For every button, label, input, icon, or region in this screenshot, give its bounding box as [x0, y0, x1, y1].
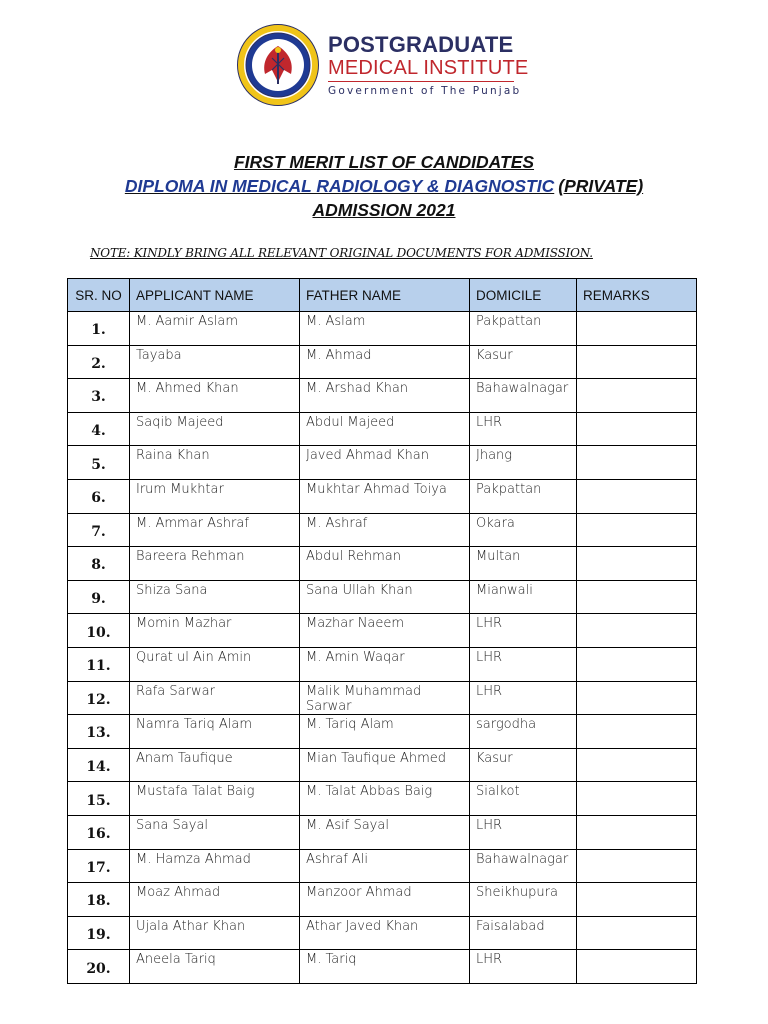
applicant-name-cell: Saqib Majeed [130, 412, 300, 446]
remarks-cell [577, 446, 697, 480]
sr-no-cell: 8. [68, 547, 130, 581]
title-admission-year: ADMISSION 2021 [312, 200, 456, 220]
institute-subtitle: MEDICAL INSTITUTE [328, 57, 529, 79]
table-row [68, 513, 697, 547]
remarks-cell [577, 513, 697, 547]
sr-no-cell: 2. [68, 345, 130, 379]
domicile-cell: Bahawalnagar [470, 849, 577, 883]
applicant-name-cell: Namra Tariq Alam [130, 715, 300, 749]
remarks-cell [577, 312, 697, 346]
domicile-cell: Okara [470, 513, 577, 547]
remarks-cell [577, 849, 697, 883]
father-name-cell: Javed Ahmad Khan [300, 446, 470, 480]
applicant-name-cell: Moaz Ahmad [130, 883, 300, 917]
table-row [68, 748, 697, 782]
applicant-name-cell: M. Ahmed Khan [130, 379, 300, 413]
domicile-cell: LHR [470, 412, 577, 446]
table-row [68, 715, 697, 749]
applicant-name-cell: Sana Sayal [130, 815, 300, 849]
domicile-cell: Sialkot [470, 782, 577, 816]
applicant-name-cell: M. Aamir Aslam [130, 312, 300, 346]
remarks-cell [577, 950, 697, 984]
father-name-cell: Mian Taufique Ahmed [300, 748, 470, 782]
remarks-cell [577, 681, 697, 715]
header-applicant-name: APPLICANT NAME [130, 279, 300, 312]
father-name-cell: Manzoor Ahmad [300, 883, 470, 917]
sr-no-cell: 7. [68, 513, 130, 547]
domicile-cell: Multan [470, 547, 577, 581]
table-row [68, 681, 697, 715]
father-name-cell: Mukhtar Ahmad Toiya [300, 479, 470, 513]
table-row [68, 345, 697, 379]
sr-no-cell: 17. [68, 849, 130, 883]
domicile-cell: Kasur [470, 345, 577, 379]
table-row [68, 849, 697, 883]
father-name-cell: M. Aslam [300, 312, 470, 346]
sr-no-cell: 10. [68, 614, 130, 648]
document-header [232, 22, 532, 108]
father-name-cell: Athar Javed Khan [300, 916, 470, 950]
remarks-cell [577, 782, 697, 816]
header-father-name: FATHER NAME [300, 279, 470, 312]
remarks-cell [577, 815, 697, 849]
domicile-cell: Pakpattan [470, 312, 577, 346]
applicant-name-cell: Tayaba [130, 345, 300, 379]
sr-no-cell: 1. [68, 312, 130, 346]
remarks-cell [577, 748, 697, 782]
title-programme [0, 174, 768, 198]
applicant-name-cell: Ujala Athar Khan [130, 916, 300, 950]
header-remarks: REMARKS [577, 279, 697, 312]
government-label: Government of The Punjab [328, 85, 522, 97]
institute-name-block [328, 34, 528, 97]
institute-logo [232, 22, 324, 108]
domicile-cell: LHR [470, 681, 577, 715]
table-row [68, 916, 697, 950]
domicile-cell: Mianwali [470, 580, 577, 614]
domicile-cell: Kasur [470, 748, 577, 782]
applicant-name-cell: Qurat ul Ain Amin [130, 647, 300, 681]
institute-name: POSTGRADUATE [328, 32, 514, 57]
sr-no-cell: 3. [68, 379, 130, 413]
remarks-cell [577, 647, 697, 681]
domicile-cell: LHR [470, 614, 577, 648]
applicant-name-cell: Momin Mazhar [130, 614, 300, 648]
title-programme-tag: (PRIVATE) [558, 176, 644, 196]
father-name-cell: Abdul Rehman [300, 547, 470, 581]
father-name-cell: M. Arshad Khan [300, 379, 470, 413]
father-name-cell: Abdul Majeed [300, 412, 470, 446]
remarks-cell [577, 412, 697, 446]
table-row [68, 479, 697, 513]
father-name-cell: Sana Ullah Khan [300, 580, 470, 614]
domicile-cell: sargodha [470, 715, 577, 749]
father-name-cell: M. Asif Sayal [300, 815, 470, 849]
sr-no-cell: 13. [68, 715, 130, 749]
father-name-cell: M. Ahmad [300, 345, 470, 379]
table-row [68, 547, 697, 581]
remarks-cell [577, 345, 697, 379]
applicant-name-cell: Raina Khan [130, 446, 300, 480]
applicant-name-cell: Aneela Tariq [130, 950, 300, 984]
table-row [68, 412, 697, 446]
table-header-row [68, 279, 697, 312]
sr-no-cell: 15. [68, 782, 130, 816]
applicant-name-cell: Shiza Sana [130, 580, 300, 614]
applicant-name-cell: Anam Taufique [130, 748, 300, 782]
father-name-cell: Ashraf Ali [300, 849, 470, 883]
remarks-cell [577, 379, 697, 413]
domicile-cell: LHR [470, 950, 577, 984]
table-row [68, 815, 697, 849]
father-name-cell: Mazhar Naeem [300, 614, 470, 648]
table-row [68, 950, 697, 984]
sr-no-cell: 20. [68, 950, 130, 984]
father-name-cell: Malik Muhammad Sarwar [300, 681, 470, 715]
remarks-cell [577, 715, 697, 749]
table-row [68, 446, 697, 480]
domicile-cell: Sheikhupura [470, 883, 577, 917]
father-name-cell: M. Ashraf [300, 513, 470, 547]
table-row [68, 647, 697, 681]
table-row [68, 580, 697, 614]
sr-no-cell: 9. [68, 580, 130, 614]
domicile-cell: LHR [470, 647, 577, 681]
domicile-cell: Faisalabad [470, 916, 577, 950]
sr-no-cell: 4. [68, 412, 130, 446]
table-row [68, 312, 697, 346]
sr-no-cell: 18. [68, 883, 130, 917]
domicile-cell: Bahawalnagar [470, 379, 577, 413]
header-divider [328, 81, 514, 82]
domicile-cell: Jhang [470, 446, 577, 480]
remarks-cell [577, 479, 697, 513]
table-row [68, 782, 697, 816]
father-name-cell: M. Amin Waqar [300, 647, 470, 681]
header-sr-no: SR. NO [68, 279, 130, 312]
header-domicile: DOMICILE [470, 279, 577, 312]
applicant-name-cell: M. Hamza Ahmad [130, 849, 300, 883]
table-body [68, 312, 697, 984]
domicile-cell: Pakpattan [470, 479, 577, 513]
sr-no-cell: 19. [68, 916, 130, 950]
table-row [68, 614, 697, 648]
domicile-cell: LHR [470, 815, 577, 849]
sr-no-cell: 11. [68, 647, 130, 681]
title-programme-name: DIPLOMA IN MEDICAL RADIOLOGY & DIAGNOSTIC [124, 176, 555, 196]
remarks-cell [577, 580, 697, 614]
title-merit-list: FIRST MERIT LIST OF CANDIDATES [233, 152, 535, 172]
father-name-cell: M. Tariq Alam [300, 715, 470, 749]
remarks-cell [577, 883, 697, 917]
merit-list-table [67, 278, 697, 984]
remarks-cell [577, 614, 697, 648]
sr-no-cell: 14. [68, 748, 130, 782]
applicant-name-cell: M. Ammar Ashraf [130, 513, 300, 547]
table-row [68, 379, 697, 413]
sr-no-cell: 16. [68, 815, 130, 849]
sr-no-cell: 12. [68, 681, 130, 715]
remarks-cell [577, 547, 697, 581]
applicant-name-cell: Mustafa Talat Baig [130, 782, 300, 816]
applicant-name-cell: Bareera Rehman [130, 547, 300, 581]
applicant-name-cell: Irum Mukhtar [130, 479, 300, 513]
admission-note: NOTE: KINDLY BRING ALL RELEVANT ORIGINAL DOCUMENTS FOR ADMISSION. [90, 246, 593, 260]
applicant-name-cell: Rafa Sarwar [130, 681, 300, 715]
table-row [68, 883, 697, 917]
remarks-cell [577, 916, 697, 950]
father-name-cell: M. Tariq [300, 950, 470, 984]
sr-no-cell: 6. [68, 479, 130, 513]
father-name-cell: M. Talat Abbas Baig [300, 782, 470, 816]
sr-no-cell: 5. [68, 446, 130, 480]
document-titles [0, 150, 768, 222]
